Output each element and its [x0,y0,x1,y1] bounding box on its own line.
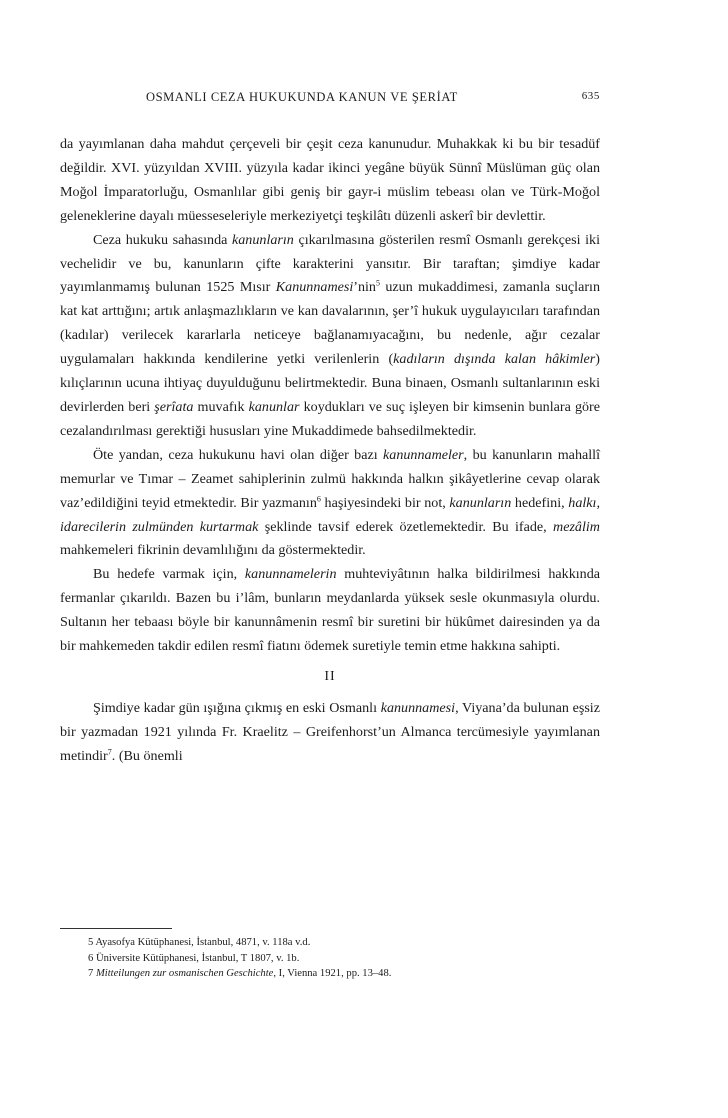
text-run: muhteviyâtının halka bildirilmesi hakkında fermanlar çıkarıldı. Bazen bu i’lâm, bunların meydanlarda yüksek sesle okunmasıyla olurdu. Sultanın her tebaası böyle bir kanunnâmenin resmî bir suretini bir hükûmet dairesinden ya da bir mahkemeden takdir edilen resmî fiatını ödemek suretiyle temin etme hakkına sahipti. [60,566,601,655]
page-body [60,133,600,769]
paragraph-3 [60,444,600,564]
page-number: 635 [581,90,600,102]
text-run: da yayımlanan daha mahdut çerçeveli bir çeşit ceza kanunudur. Muhakkak ki bu bir tesadüf değildir. XVI. yüzyıldan XVIII. yüzyıla kadar ikinci yegâne büyük Sünnî Müslüman güç olan Moğol İmparatorluğu, Osmanlılar gibi geniş bir gayr-i müslim tebeası olan ve Türk-Moğol geleneklerine dayalı müesseseleriyle merkeziyetçi teşkilâtı düzenli askerî bir devlettir. [60,136,600,224]
italic-term: Mitteilungen zur osmanischen Geschichte [95,968,274,979]
text-run: Öte yandan, ceza hukukunu havi olan diğer bazı [93,446,384,463]
paragraph-2 [60,229,600,444]
text-run: , bu kanunların mahallî memurlar ve Tımar – Zeamet sahiplerinin zulmü hakkında halkın şikâyetlerine cevap olarak vaz’edildiğini teyid etmektedir. Bir yazmanın [60,446,600,511]
text-run: muvafık [193,398,249,415]
italic-term: kadıların dışında kalan hâkimler [393,351,596,368]
section-heading: II [324,668,336,684]
italic-term: kanunnameler [383,446,464,463]
text-run: 5 Ayasofya Kütüphanesi, İstanbul, 4871, v. 118a v.d. [88,937,311,948]
text-run: , Viyana’da bulunan eşsiz bir yazmadan 1921 yılında Fr. Kraelitz – Greifenhorst’un Almanca tercümesiyle yayımlanan metindir [60,699,600,764]
paragraph-1 [60,133,600,229]
italic-term: mezâlim [553,518,600,535]
paragraph-4 [60,563,600,659]
footnote-6 [88,951,568,967]
text-run: çıkarılmasına gösterilen resmî Osmanlı gerekçesi iki vechelidir ve bu, kanunların çifte karakterini yansıtır. Bir taraftan; şimdiye kadar yayımlanmamış bulunan 1525 Mısır [60,231,601,296]
italic-term: kanunların [232,231,294,248]
text-run: 6 Üniversite Kütüphanesi, İstanbul, T 1807, v. 1b. [88,952,300,964]
footnote-5 [88,935,568,951]
text-run: 7 [88,968,96,979]
italic-term: Kanunnamesi [275,279,354,296]
italic-term: kanunlar [248,398,300,415]
text-run: koydukları ve suç işleyen bir kimsenin bunlara göre cezalandırılması gerektiği hususları yine Mukaddimede bahsedilmektedir. [60,398,600,439]
footnote-divider [60,928,172,929]
footnote-ref: 7 [107,746,112,756]
text-run: . (Bu önemli [111,747,183,764]
footnote-ref: 5 [375,278,380,288]
paragraph-5 [60,697,600,769]
footnote-7 [88,966,568,982]
text-run: Bu hedefe varmak için, [93,566,245,583]
italic-term: halkı, idarecilerin zulmünden kurtarmak [60,494,601,535]
text-run: hedefini, [511,494,569,511]
footnotes [88,935,568,982]
italic-term: şerîata [154,398,194,415]
text-run: uzun mukaddimesi, zamanla suçların kat kat arttığını; artık anlaşmazlıkların ve kan davalarının, şer’î hukuk uygulayıcıları tarafından (kadılar) verilecek kararlarla neticeye bağlanamıyacağını, bu nedenle, ağır cezalar uygulamaları hakkında kendilerine yetki verilenlerin ( [60,279,600,368]
text-run: ) kılıçlarının ucuna ihtiyaç duyulduğunu belirtmektedir. Buna binaen, Osmanlı sultanlarının eski devirlerden beri [60,351,600,415]
text-run: mahkemeleri fikrinin devamlılığını da göstermektedir. [60,542,366,559]
italic-term: kanunnamelerin [244,566,337,583]
footnote-ref: 6 [316,493,321,503]
text-run: Şimdiye kadar gün ışığına çıkmış en eski Osmanlı [93,699,381,716]
text-run: Ceza hukuku sahasında [93,231,232,248]
running-title: OSMANLI CEZA HUKUKUNDA KANUN VE ŞERİAT [146,90,458,104]
italic-term: kanunnamesi [380,699,456,716]
italic-term: kanunların [449,494,512,511]
text-run: haşiyesindeki bir not, [320,494,450,511]
text-run: ’nin [353,279,376,296]
text-run: şeklinde tavsif ederek özetlemektedir. Bu ifade, [258,518,554,535]
running-header [60,90,600,110]
text-run: , I, Vienna 1921, pp. 13–48. [273,968,392,979]
